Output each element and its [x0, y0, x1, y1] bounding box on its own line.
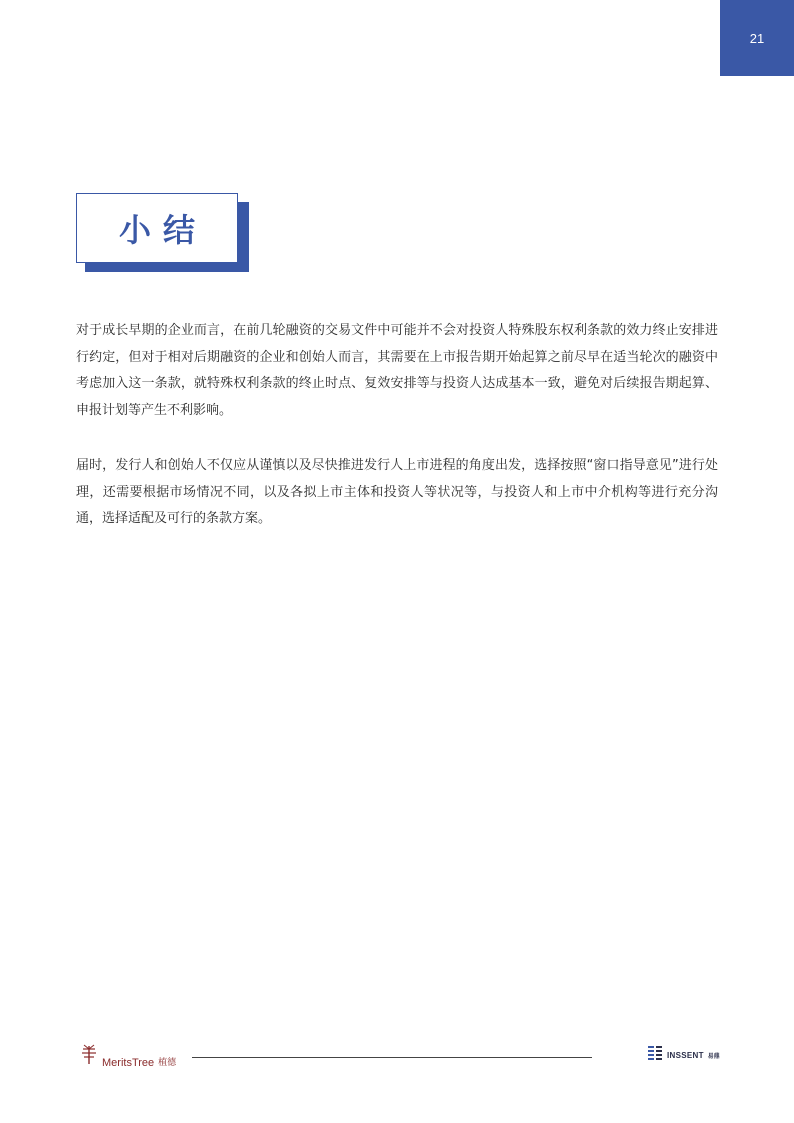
meritstree-logo-cn: 植德 — [158, 1058, 177, 1068]
section-title-box — [76, 193, 238, 263]
insent-mark-icon — [647, 1044, 663, 1066]
inssent-logo-cn: 易鼎 — [707, 1052, 720, 1060]
page-number: 21 — [749, 30, 765, 46]
meritstree-logo-text: MeritsTree — [102, 1057, 155, 1069]
section-title: 小结 — [118, 211, 207, 249]
paragraph-2: 届时，发行人和创始人不仅应从谨慎以及尽快推进发行人上市进程的角度出发，选择按照“窗口指导意见”进行处理，还需要根据市场情况不同，以及各拟上市主体和投资人等状况等，与投资人和上市中介机构等进行充分沟通，选择适配及可行的条款方案。 — [76, 458, 718, 526]
inssent-logo — [647, 1045, 720, 1065]
page-number-tab — [720, 0, 794, 76]
inssent-logo-text: INSSENT — [667, 1050, 704, 1060]
paragraph-1: 对于成长早期的企业而言，在前几轮融资的交易文件中可能并不会对投资人特殊股东权利条款的效力终止安排进行约定，但对于相对后期融资的企业和创始人而言，其需要在上市报告期开始起算之前尽早在适当轮次的融资中考虑加入这一条款，就特殊权利条款的终止时点、复效安排等与投资人达成基本一致，避免对后续报告期起算、申报计划等产生不利影响。 — [76, 323, 718, 418]
tree-icon — [80, 1043, 98, 1069]
meritstree-logo — [80, 1045, 176, 1069]
footer-divider — [192, 1057, 592, 1058]
